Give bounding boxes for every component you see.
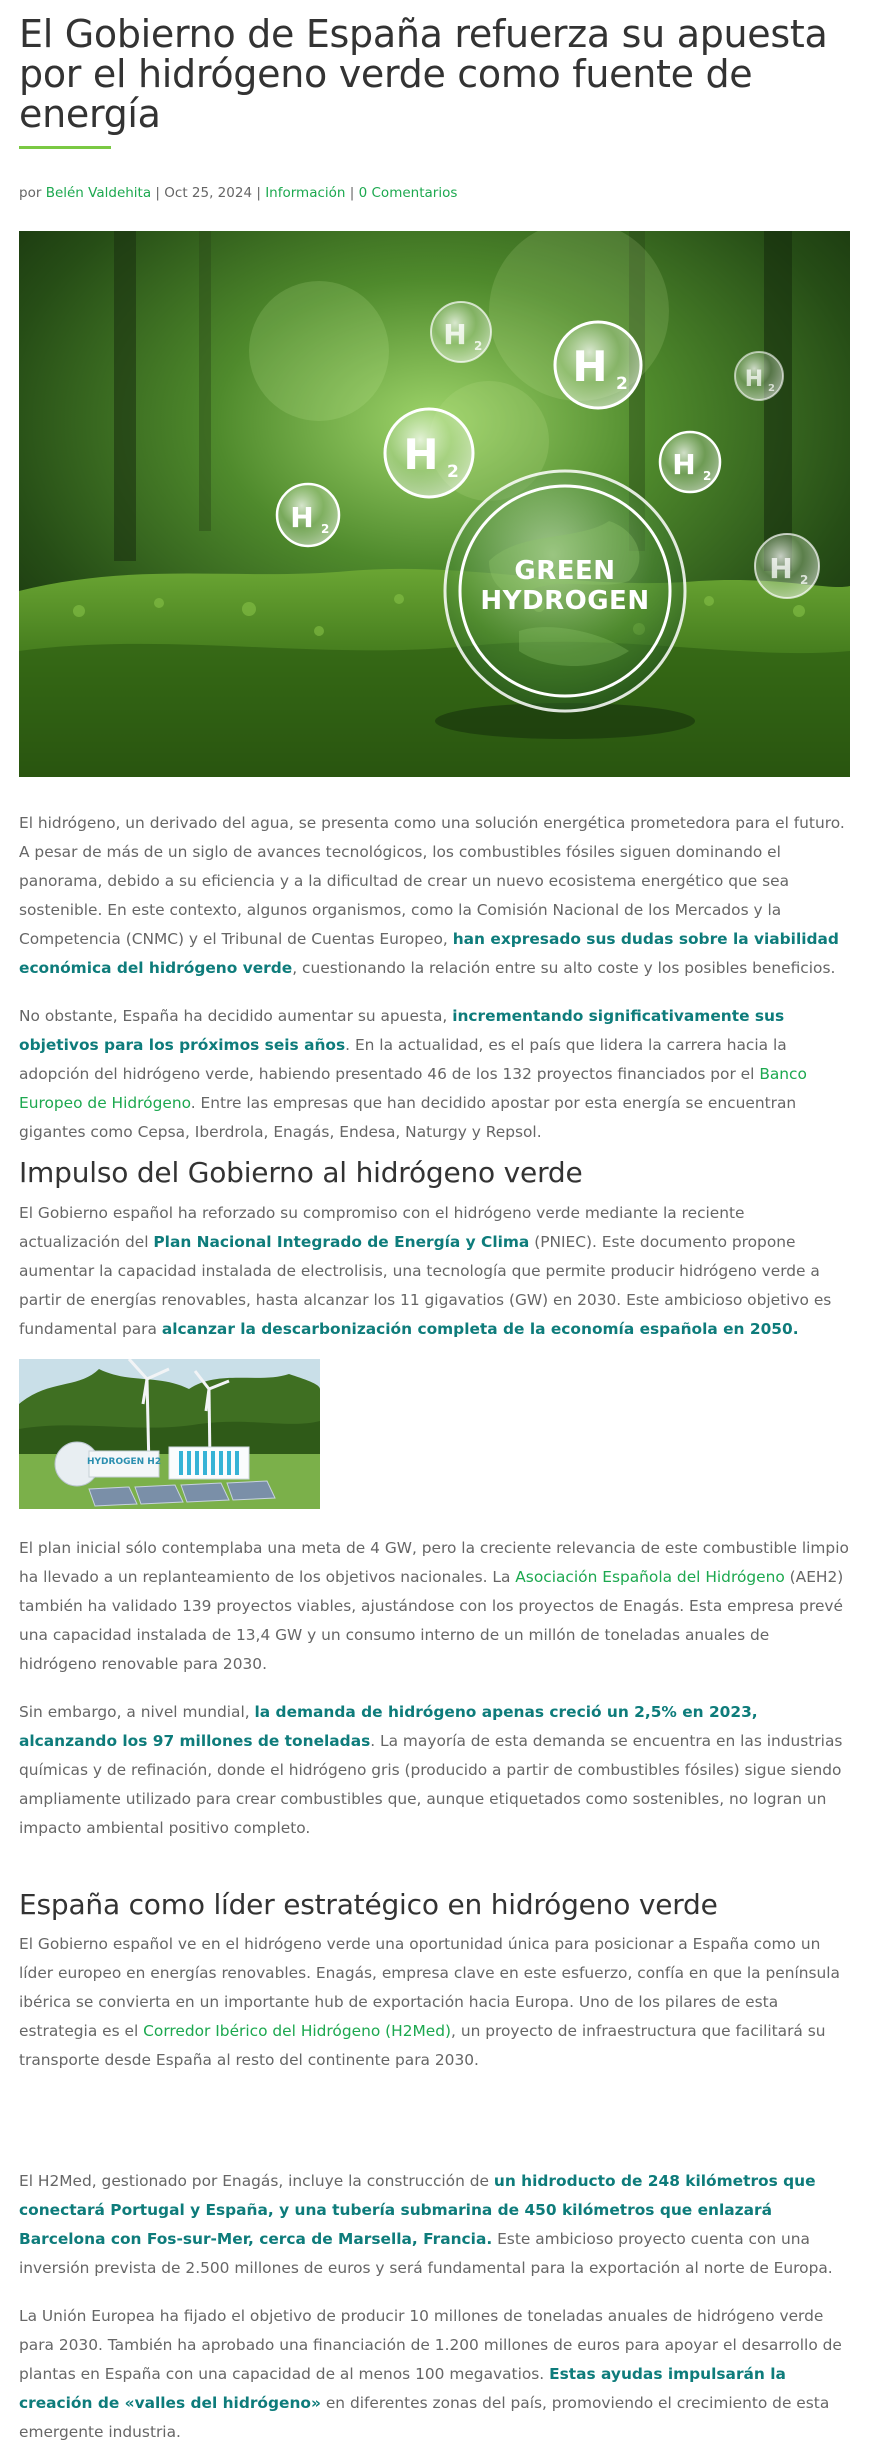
paragraph-text: Sin embargo, a nivel mundial, [19,1703,255,1721]
paragraph-text: . La mayoría de esta demanda se encuentra en las industrias químicas y de refinación, donde el hidrógeno gris (producido a partir de combustibles fósiles) sigue siendo ampliamente utilizado para crear combustibles que, aunque etiquetados como sostenibles, no logran un impacto ambiental positivo completo. [19,1732,843,1837]
paragraph-text: (AEH2) también ha validado 139 proyectos viables, ajustándose con los proyectos de Enagás. Esta empresa prevé una capacidad instalada de 13,4 GW y un consumo interno de un millón de toneladas anuales de hidrógeno renovable para 2030. [19,1568,844,1673]
paragraph-2 [19,1002,850,1147]
comments-link[interactable]: 0 Comentarios [358,185,458,201]
paragraph-text: . En la actualidad, es el país que lidera la carrera hacia la adopción del hidrógeno verde, habiendo presentado 46 de los 132 proyectos financiados por el [19,1036,787,1083]
section-heading-impulso: Impulso del Gobierno al hidrógeno verde [19,1156,583,1189]
paragraph-text: El plan inicial sólo contemplaba una meta de 4 GW, pero la creciente relevancia de este combustible limpio ha llevado a un replanteamiento de los objetivos nacionales. La [19,1539,849,1586]
h2-bubble-icon [431,302,491,362]
svg-text:H: H [443,318,467,351]
meta-separator: | [155,185,160,201]
paragraph-5 [19,1698,850,1843]
svg-text:2: 2 [447,462,459,482]
hero-image [19,231,850,777]
post-meta [19,184,457,202]
meta-by: por [19,185,42,201]
h2-bubble-icon [385,409,473,497]
h2-bubble-icon [660,432,720,492]
section-heading-lider: España como líder estratégico en hidrógeno verde [19,1888,718,1921]
svg-text:2: 2 [616,374,628,394]
h2med-link[interactable]: Corredor Ibérico del Hidrógeno (H2Med) [143,2022,452,2040]
paragraph-text: . Entre las empresas que han decidido apostar por esta energía se encuentran gigantes como Cepsa, Iberdrola, Enagás, Endesa, Naturgy y Repsol. [19,1094,797,1141]
paragraph-text: El hidrógeno, un derivado del agua, se presenta como una solución energética prometedora para el futuro. A pesar de más de un siglo de avances tecnológicos, los combustibles fósiles siguen dominando el panorama, debido a su eficiencia y a la dificultad de crear un nuevo ecosistema energético que sea sostenible. En este contexto, algunos organismos, como la Comisión Nacional de los Mercados y la Competencia (CNMC) y el Tribunal de Cuentas Europeo, [19,814,845,948]
hydrogen-plant-image [19,1359,320,1509]
paragraph-text: La Unión Europea ha fijado el objetivo de producir 10 millones de toneladas anuales de hidrógeno verde para 2030. También ha aprobado una financiación de 1.200 millones de euros para apoyar el desarrollo de plantas en España con una capacidad de al menos 100 megavatios. [19,2307,842,2383]
svg-text:2: 2 [321,522,330,536]
paragraph-text: Este ambicioso proyecto cuenta con una inversión prevista de 2.500 millones de euros y será fundamental para la exportación al norte de Europa. [19,2230,833,2277]
paragraph-8 [19,2302,850,2447]
category-link[interactable]: Información [265,185,346,201]
paragraph-4 [19,1534,850,1679]
bold-highlight: Estas ayudas impulsarán la creación de «valles del hidrógeno» [19,2365,786,2412]
h2-bubble-icon [735,352,783,400]
paragraph-text: El Gobierno español ve en el hidrógeno verde una oportunidad única para posicionar a España como un líder europeo en energías renovables. Enagás, empresa clave en este esfuerzo, confía en que la península ibérica se convierta en un importante hub de exportación hacia Europa. Uno de los pilares de esta estrategia es el [19,1935,840,2040]
globe-text-hydrogen: HYDROGEN [480,586,650,616]
globe-text-green: GREEN [514,556,616,586]
paragraph-text: en diferentes zonas del país, promoviendo el crecimiento de esta emergente industria. [19,2394,830,2441]
paragraph-text: , un proyecto de infraestructura que facilitará su transporte desde España al resto del continente para 2030. [19,2022,826,2069]
paragraph-1 [19,809,850,983]
paragraph-3 [19,1199,850,1344]
bold-highlight: incrementando significativamente sus objetivos para los próximos seis años [19,1007,785,1054]
meta-separator: | [349,185,355,201]
svg-text:2: 2 [800,573,809,587]
meta-separator: | [256,185,261,201]
svg-text:H: H [290,501,314,534]
bold-highlight: han expresado sus dudas sobre la viabilidad económica del hidrógeno verde [19,930,839,977]
pniec-highlight: Plan Nacional Integrado de Energía y Clima [153,1233,530,1251]
svg-text:H: H [572,342,608,391]
paragraph-text: (PNIEC). Este documento propone aumentar la capacidad instalada de electrolisis, una tecnología que permite producir hidrógeno verde a partir de energías renovables, hasta alcanzar los 11 gigavatios (GW) en 2030. Este ambicioso objetivo es fundamental para [19,1233,832,1338]
h2-bubble-icon [755,534,819,598]
aeh2-link[interactable]: Asociación Española del Hidrógeno [515,1568,785,1586]
bold-highlight: la demanda de hidrógeno apenas creció un 2,5% en 2023, alcanzando los 97 millones de toneladas [19,1703,758,1750]
banco-europeo-link[interactable]: Banco Europeo de Hidrógeno [19,1065,807,1112]
svg-text:2: 2 [703,469,712,483]
paragraph-7 [19,2167,850,2283]
title-underline [19,146,111,149]
svg-text:2: 2 [474,339,483,353]
paragraph-text: El H2Med, gestionado por Enagás, incluye la construcción de [19,2172,494,2190]
paragraph-text: El Gobierno español ha reforzado su compromiso con el hidrógeno verde mediante la reciente actualización del [19,1204,745,1251]
svg-text:H: H [672,448,696,481]
article-title: El Gobierno de España refuerza su apuesta por el hidrógeno verde como fuente de energía [19,12,828,136]
post-date: Oct 25, 2024 [164,185,253,201]
paragraph-6 [19,1930,850,2075]
paragraph-text: No obstante, España ha decidido aumentar su apuesta, [19,1007,453,1025]
svg-text:H: H [403,430,439,479]
h2-bubble-icon [555,322,641,408]
author-link[interactable]: Belén Valdehita [45,185,152,201]
svg-text:H: H [769,552,793,585]
h2-bubble-icon [277,484,339,546]
svg-text:H: H [744,367,764,392]
thumb-label: HYDROGEN H2 [87,1457,162,1467]
bold-highlight: un hidroducto de 248 kilómetros que conectará Portugal y España, y una tubería submarina de 450 kilómetros que enlazará Barcelona con Fos-sur-Mer, cerca de Marsella, Francia. [19,2172,816,2248]
globe-label [445,556,685,616]
bold-highlight: alcanzar la descarbonización completa de la economía española en 2050. [161,1320,799,1338]
paragraph-text: , cuestionando la relación entre su alto coste y los posibles beneficios. [292,959,836,977]
svg-text:2: 2 [768,383,775,394]
